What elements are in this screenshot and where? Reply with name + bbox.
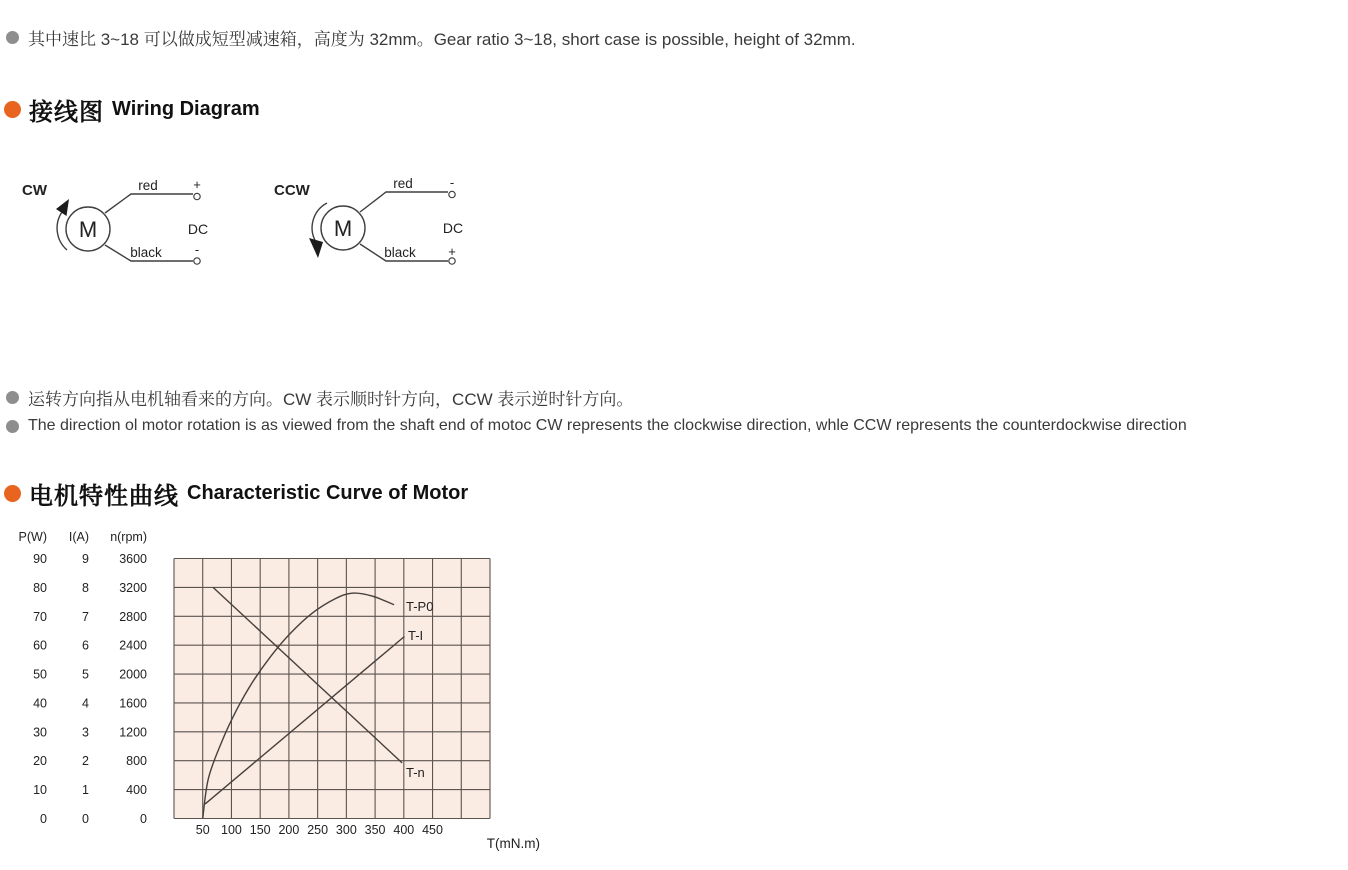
ccw-red-wire-label: red: [393, 176, 413, 191]
ccw-dc-label: DC: [442, 220, 464, 236]
y-tick-label: 30: [33, 725, 47, 740]
y-tick-label: 8: [82, 580, 89, 595]
rotation-direction-note-en-text: The direction ol motor rotation is as viewed from the shaft end of motoc CW represents the clockwise direction, whle CCW represents the counterdockwise direction: [28, 417, 1187, 434]
wiring-diagram-ccw: [274, 175, 463, 264]
y-tick-label: 1: [82, 783, 89, 798]
section-title-en: Wiring Diagram: [112, 98, 260, 120]
y-tick-label: 2: [82, 754, 89, 769]
ccw-negative-terminal: [449, 191, 455, 197]
x-tick-label: 50: [195, 823, 210, 837]
y-tick-label: 40: [33, 696, 47, 711]
y-tick-label: 9: [82, 552, 89, 566]
plot-area: [174, 559, 490, 819]
y-tick-label: 0: [40, 812, 47, 826]
curve-label-t-i: T-I: [408, 628, 424, 643]
rotation-direction-note-cn-text: 运转方向指从电机轴看来的方向。CW 表示顺时针方向，CCW 表示逆时针方向。: [28, 390, 634, 409]
y-tick-label: 6: [82, 638, 89, 653]
cw-red-wire-label: red: [138, 178, 158, 193]
wiring-diagram-cw: [22, 177, 208, 264]
curve-label-t-n: T-n: [406, 765, 425, 780]
y-axis-title: n(rpm): [110, 530, 147, 544]
ccw-motor-letter: M: [333, 216, 353, 241]
ccw-positive-sign: +: [448, 244, 456, 259]
rotation-direction-note-cn: [6, 385, 633, 410]
y-tick-label: 1200: [119, 725, 147, 740]
y-tick-label: 60: [33, 638, 47, 653]
x-tick-label: 350: [364, 823, 386, 837]
y-tick-label: 400: [126, 783, 147, 798]
curve-label-t-p0: T-P0: [406, 599, 434, 614]
wiring-diagram: [0, 165, 560, 295]
cw-motor-letter: M: [78, 217, 98, 242]
ccw-rotation-arrow-icon: [309, 238, 323, 258]
wiring-diagram-section-header: [4, 92, 260, 127]
x-axis-title: T(mN.m): [486, 836, 540, 851]
bullet-icon: [6, 31, 19, 44]
cw-label: CW: [22, 182, 47, 199]
section-title-cn: 接线图: [29, 99, 104, 126]
cw-positive-sign: +: [193, 177, 201, 192]
rotation-direction-note-en: [6, 417, 1187, 435]
x-tick-label: 200: [278, 823, 300, 837]
y-tick-label: 4: [82, 696, 89, 711]
cw-dc-label: DC: [187, 221, 209, 237]
characteristic-curve-section-header: [4, 476, 468, 511]
characteristic-curve-chart: [0, 520, 580, 865]
ccw-negative-sign: -: [449, 175, 455, 190]
y-tick-label: 5: [82, 667, 89, 682]
y-tick-label: 2000: [119, 667, 147, 682]
cw-positive-terminal: [194, 193, 200, 199]
section-title-cn: 电机特性曲线: [29, 483, 179, 510]
x-tick-label: 300: [335, 823, 357, 837]
y-tick-label: 0: [140, 812, 147, 826]
orange-bullet-icon: [4, 101, 21, 118]
y-tick-label: 7: [82, 609, 89, 624]
ccw-red-wire: [360, 192, 448, 212]
y-tick-label: 90: [33, 552, 47, 566]
cw-negative-terminal: [194, 258, 200, 264]
y-tick-label: 3: [82, 725, 89, 740]
cw-black-wire-label: black: [130, 245, 162, 260]
cw-red-wire: [105, 194, 193, 213]
y-tick-label: 1600: [119, 696, 147, 711]
bullet-icon: [6, 391, 19, 404]
cw-negative-sign: -: [194, 242, 200, 257]
y-tick-label: 3600: [119, 552, 147, 566]
x-tick-label: 100: [221, 823, 242, 837]
section-title-en: Characteristic Curve of Motor: [187, 482, 469, 504]
y-tick-label: 2800: [119, 609, 147, 624]
y-tick-label: 50: [33, 667, 47, 682]
y-tick-label: 20: [33, 754, 47, 769]
orange-bullet-icon: [4, 485, 21, 502]
ccw-black-wire-label: black: [384, 245, 416, 260]
ccw-label: CCW: [274, 182, 310, 199]
y-tick-label: 3200: [119, 580, 147, 595]
x-tick-label: 150: [249, 823, 271, 837]
x-tick-label: 400: [393, 823, 415, 837]
gear-ratio-note-text: 其中速比 3~18 可以做成短型减速箱，高度为 32mm。Gear ratio 3~18, short case is possible, height of 32mm.: [28, 30, 856, 49]
y-tick-label: 70: [33, 609, 47, 624]
bullet-icon: [6, 420, 19, 433]
y-axis-title: P(W): [18, 530, 47, 544]
y-tick-label: 10: [33, 783, 47, 798]
y-tick-label: 0: [82, 812, 89, 826]
x-tick-label: 450: [422, 823, 443, 837]
y-axis-title: I(A): [68, 530, 89, 544]
y-tick-label: 800: [126, 754, 147, 769]
y-tick-label: 2400: [119, 638, 147, 653]
y-tick-label: 80: [33, 580, 47, 595]
x-tick-label: 250: [307, 823, 329, 837]
cw-rotation-arrow-icon: [56, 199, 69, 216]
gear-ratio-note: [6, 25, 856, 50]
